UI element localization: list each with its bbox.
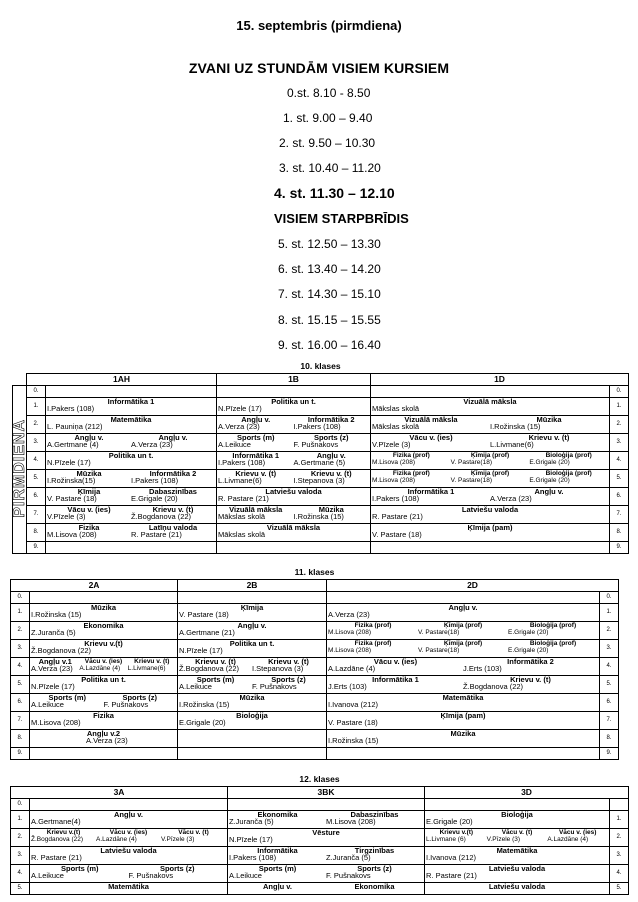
lesson-cell: Latviešu valoda R. Pastare (21) [371,505,610,523]
lesson-cell: Vizuālā māksla Mākslas skolā [371,397,610,415]
group-3a: 3A [11,786,228,798]
lesson-cell: Fizika (prof) M.Lisova (208) Ķīmija (prof) V. Pastare(18) Bioloģija (prof) E.Grigale (20) [327,639,600,657]
lesson-cell: Sports (m) A.Leikuce Sports (z) F. Pušnakovs [178,675,327,693]
lesson-cell: Latviešu valoda R. Pastare (21) [30,846,228,864]
bell-slot-2: 2. st. 9.50 – 10.30 [279,136,376,150]
lesson-cell: Angļu v. Ekonomika [228,882,425,894]
bell-slot-0: 0.st. 8.10 - 8.50 [287,86,371,100]
lesson-cell: Vācu v. (ies) V.Pīzele (3) Krievu v. (t) L.Livmane(6) [371,433,610,451]
class11-caption: 11. klases [294,567,335,578]
lesson-cell: Sports (m) A.Leikuce Sports (z) F. Pušnakovs [30,864,228,882]
lesson-cell: Krievu v.(t) L.Livmane (6) Vācu v. (t) V.Pīzele (3) Vācu v. (ies) A.Lazdāne (4) [425,828,610,846]
bell-slot-7: 7. st. 14.30 – 15.10 [278,287,381,301]
bell-slot-9: 9. st. 16.00 – 16.40 [278,338,381,352]
group-1ah: 1AH [27,373,217,385]
lesson-cell: Angļu v. A.Gertmane (21) [178,621,327,639]
lesson-cell: Angļu v. A.Verza (23) [327,603,600,621]
lesson-cell: Politika un t. N.Pīzele (17) [217,397,371,415]
lesson-cell: Ķīmija V. Pastare (18) Dabaszinības E.Grigale (20) [46,487,217,505]
lesson-cell: Vācu v. (ies) A.Lazdāne (4) Informātika 2 J.Erts (103) [327,657,600,675]
group-3d: 3D [425,786,629,798]
group-2b: 2B [178,579,327,591]
date-heading: 15. septembris (pirmdiena) [236,18,402,33]
bell-slot-3: 3. st. 10.40 – 11.20 [279,161,381,175]
bell-slot-5: 5. st. 12.50 – 13.30 [278,237,381,251]
lesson-cell: Krievu v. (t) L.Livmane(6) Krievu v. (t) I.Stepanova (3) [217,469,371,487]
page-title: ZVANI UZ STUNDĀM VISIEM KURSIEM [188,60,450,76]
timetable-12: 12. klases 3A 3BK 3D 0. 1. Angļu v. A.Gertmane(4) Ekonomika Z.Juranča (5) Dabaszinības M.Lisova (208) Bioloģija E.Grigale (20) 1. 2. Krievu v.(t) Ž.Bogdanova (22) Vācu v. (ies) A.Lazdāne (4) Vācu v. (t) V.Pīzele (3) Vēsture N.Pīzele (17) Krievu v.(t) L.Livmane (6) Vācu v. (t) V.Pīzele (3) Vācu v. (ies) A.Lazdāne (4) 2. 3. Latviešu valoda R. Pastare (21) Informātika I.Pakers (108) Tirgzinības Z.Juranča (5) Matemātika I.Ivanova (212) 3. 4. Sports (m) A.Leikuce Sports (z) F. Pušnakovs Sports (m) A.Leikuce Sports (z) F. Pušnakovs Latviešu valoda R. Pastare (21) 4. 5. Matemātika Angļu v. Ekonomika Latviešu valoda 5. [10,774,629,895]
lesson-cell: Matemātika I.Ivanova (212) [327,693,600,711]
lesson-cell: Matemātika I.Ivanova (212) [425,846,610,864]
lesson-cell: Informātika 1 J.Erts (103) Krievu v. (t) Ž.Bogdanova (22) [327,675,600,693]
lesson-cell: Fizika M.Lisova (208) Latīņu valoda R. Pastare (21) [46,523,217,541]
group-3bk: 3BK [228,786,425,798]
bell-slot-8: 8. st. 15.15 – 15.55 [278,313,381,327]
lesson-cell: Ķīmija (pam) V. Pastare (18) [371,523,610,541]
group-1b: 1B [217,373,371,385]
lesson-cell: Politika un t. N.Pīzele (17) [178,639,327,657]
lesson-cell: Vācu v. (ies) V.Pīzele (3) Krievu v. (t) Ž.Bogdanova (22) [46,505,217,523]
lesson-cell: Latviešu valoda [425,882,610,894]
lesson-cell: Politika un t. N.Pīzele (17) [30,675,178,693]
lesson-cell: Angļu v. A.Gertmane(4) [30,810,228,828]
lesson-cell: Informātika 1 I.Pakers (108) Angļu v. A.Gertmane (5) [217,451,371,469]
bell-slot-6: 6. st. 13.40 – 14.20 [278,262,381,276]
lesson-cell: Sports (m) A.Leikuce Sports (z) F. Pušnakovs [217,433,371,451]
lesson-cell: Politika un t. N.Pīzele (17) [46,451,217,469]
lesson-cell: Angļu v. A.Verza (23) Informātika 2 I.Pakers (108) [217,415,371,433]
lesson-cell: Vizuālā māksla Mākslas skolā [217,523,371,541]
lesson-cell: Ķīmija (pam) V. Pastare (18) [327,711,600,729]
class10-caption: 10. klases [300,361,341,372]
day-label: PIRMDIENA [13,385,27,553]
group-1d: 1D [371,373,629,385]
class12-caption: 12. klases [299,774,340,785]
break-label: VISIEM STARPBRĪDIS [274,211,409,226]
lesson-cell: Vizuālā māksla Mākslas skolā Mūzika I.Rožinska (15) [371,415,610,433]
group-2d: 2D [327,579,619,591]
lesson-cell: Angļu v.2 A.Verza (23) [30,729,178,747]
lesson-cell: Informātika 1 I.Pakers (108) [46,397,217,415]
lesson-cell: Matemātika [30,882,228,894]
lesson-cell: Krievu v. (t) Ž.Bogdanova (22) Krievu v. (t) I.Stepanova (3) [178,657,327,675]
lesson-cell: Fizika (prof) M.Lisova (208) Ķīmija (prof) V. Pastare(18) Bioloģija (prof) E.Grigale (20) [371,469,610,487]
lesson-cell: Mūzika I.Rožinska (15) [178,693,327,711]
lesson-cell: Fizika (prof) M.Lisova (208) Ķīmija (prof) V. Pastare(18) Bioloģija (prof) E.Grigale (20) [371,451,610,469]
lesson-cell: Bioloģija E.Grigale (20) [425,810,610,828]
lesson-cell: Fizika (prof) M.Lisova (208) Ķīmija (prof) V. Pastare(18) Bioloģija (prof) E.Grigale (20) [327,621,600,639]
lesson-cell: Angļu v.1 A.Verza (23) Vācu v. (ies) A.Lazdāne (4) Krievu v. (t) L.Livmane(6) [30,657,178,675]
lesson-cell: Krievu v.(t) Ž.Bogdanova (22) Vācu v. (ies) A.Lazdāne (4) Vācu v. (t) V.Pīzele (3) [30,828,228,846]
lesson-cell: Ekonomika Z.Juranča (5) [30,621,178,639]
lesson-cell: Ķīmija V. Pastare (18) [178,603,327,621]
lesson-cell: Informātika I.Pakers (108) Tirgzinības Z.Juranča (5) [228,846,425,864]
lesson-cell: Latviešu valoda R. Pastare (21) [217,487,371,505]
timetable-10: 10. klases 1AH 1B 1D PIRMDIENA 0. 0. 1. Informātika 1 I.Pakers (108) Politika un t. N.Pīzele (17) Vizuālā māksla Mākslas skolā 1. 2. Matemātika L. Pauniņa (212) Angļu v. A.Verza (23) Informātika 2 I.Pakers (108) Vizuālā māksla Mākslas skolā Mūzika I.Rožinska (15) 2. 3. Angļu v. A.Gertmane (4) Angļu v. A.Verza (23) Sports (m) A.Leikuce Sports (z) F. Pušnakovs Vācu v. (ies) V.Pīzele (3) Krievu v. (t) L.Livmane(6) 3. 4. Politika un t. N.Pīzele (17) Informātika 1 I.Pakers (108) Angļu v. A.Gertmane (5) Fizika (prof) M.Lisova (208) Ķīmija (prof) V. Pastare(18) Bioloģija (prof) E.Grigale (20) 4. 5. Mūzika I.Rožinska(15) Informātika 2 I.Pakers (108) Krievu v. (t) L.Livmane(6) Krievu v. (t) I.Stepanova (3) Fizika (prof) M.Lisova (208) Ķīmija (prof) V. Pastare(18) Bioloģija (prof) E.Grigale (20) 5. 6. Ķīmija V. Pastare (18) Dabaszinības E.Grigale (20) Latviešu valoda R. Pastare (21) Informātika 1 I.Pakers (108) Angļu v. A.Verza (23) 6. 7. Vācu v. (ies) V.Pīzele (3) Krievu v. (t) Ž.Bogdanova (22) Vizuālā māksla Mākslas skolā Mūzika I.Rožinska (15) Latviešu valoda R. Pastare (21) 7. 8. Fizika M.Lisova (208) Latīņu valoda R. Pastare (21) Vizuālā māksla Mākslas skolā Ķīmija (pam) V. Pastare (18) 8. 9. 9. [12,361,629,554]
lesson-cell: Vizuālā māksla Mākslas skolā Mūzika I.Rožinska (15) [217,505,371,523]
lesson-cell: Mūzika I.Rožinska (15) [327,729,600,747]
lesson-cell: Krievu v.(t) Ž.Bogdanova (22) [30,639,178,657]
lesson-cell: Sports (m) A.Leikuce Sports (z) F. Pušnakovs [30,693,178,711]
bell-slot-1: 1. st. 9.00 – 9.40 [283,111,373,125]
lesson-cell: Mūzika I.Rožinska(15) Informātika 2 I.Pakers (108) [46,469,217,487]
lesson-cell: Informātika 1 I.Pakers (108) Angļu v. A.Verza (23) [371,487,610,505]
lesson-cell: Angļu v. A.Gertmane (4) Angļu v. A.Verza (23) [46,433,217,451]
bell-slot-4: 4. st. 11.30 – 12.10 [274,185,395,201]
lesson-cell: Vēsture N.Pīzele (17) [228,828,425,846]
lesson-cell: Ekonomika Z.Juranča (5) Dabaszinības M.Lisova (208) [228,810,425,828]
lesson-cell: Sports (m) A.Leikuce Sports (z) F. Pušnakovs [228,864,425,882]
lesson-cell: Bioloģija E.Grigale (20) [178,711,327,729]
lesson-cell: Fizika M.Lisova (208) [30,711,178,729]
lesson-cell: Matemātika L. Pauniņa (212) [46,415,217,433]
lesson-cell: Latviešu valoda R. Pastare (21) [425,864,610,882]
timetable-11: 11. klases 2A 2B 2D 0. 0. 1. Mūzika I.Rožinska (15) Ķīmija V. Pastare (18) Angļu v. A.Verza (23) 1. 2. Ekonomika Z.Juranča (5) Angļu v. A.Gertmane (21) Fizika (prof) M.Lisova (208) Ķīmija (prof) V. Pastare(18) Bioloģija (prof) E.Grigale (20) 2. 3. Krievu v.(t) Ž.Bogdanova (22) Politika un t. N.Pīzele (17) Fizika (prof) M.Lisova (208) Ķīmija (prof) V. Pastare(18) Bioloģija (prof) E.Grigale (20) 3. 4. Angļu v.1 A.Verza (23) Vācu v. (ies) A.Lazdāne (4) Krievu v. (t) L.Livmane(6) Krievu v. (t) Ž.Bogdanova (22) Krievu v. (t) I.Stepanova (3) Vācu v. (ies) A.Lazdāne (4) Informātika 2 J.Erts (103) 4. 5. Politika un t. N.Pīzele (17) Sports (m) A.Leikuce Sports (z) F. Pušnakovs Informātika 1 J.Erts (103) Krievu v. (t) Ž.Bogdanova (22) 5. 6. Sports (m) A.Leikuce Sports (z) F. Pušnakovs Mūzika I.Rožinska (15) Matemātika I.Ivanova (212) 6. 7. Fizika M.Lisova (208) Bioloģija E.Grigale (20) Ķīmija (pam) V. Pastare (18) 7. 8. Angļu v.2 A.Verza (23) Mūzika I.Rožinska (15) 8. 9. 9. [10,567,619,760]
lesson-cell: Mūzika I.Rožinska (15) [30,603,178,621]
group-2a: 2A [11,579,178,591]
